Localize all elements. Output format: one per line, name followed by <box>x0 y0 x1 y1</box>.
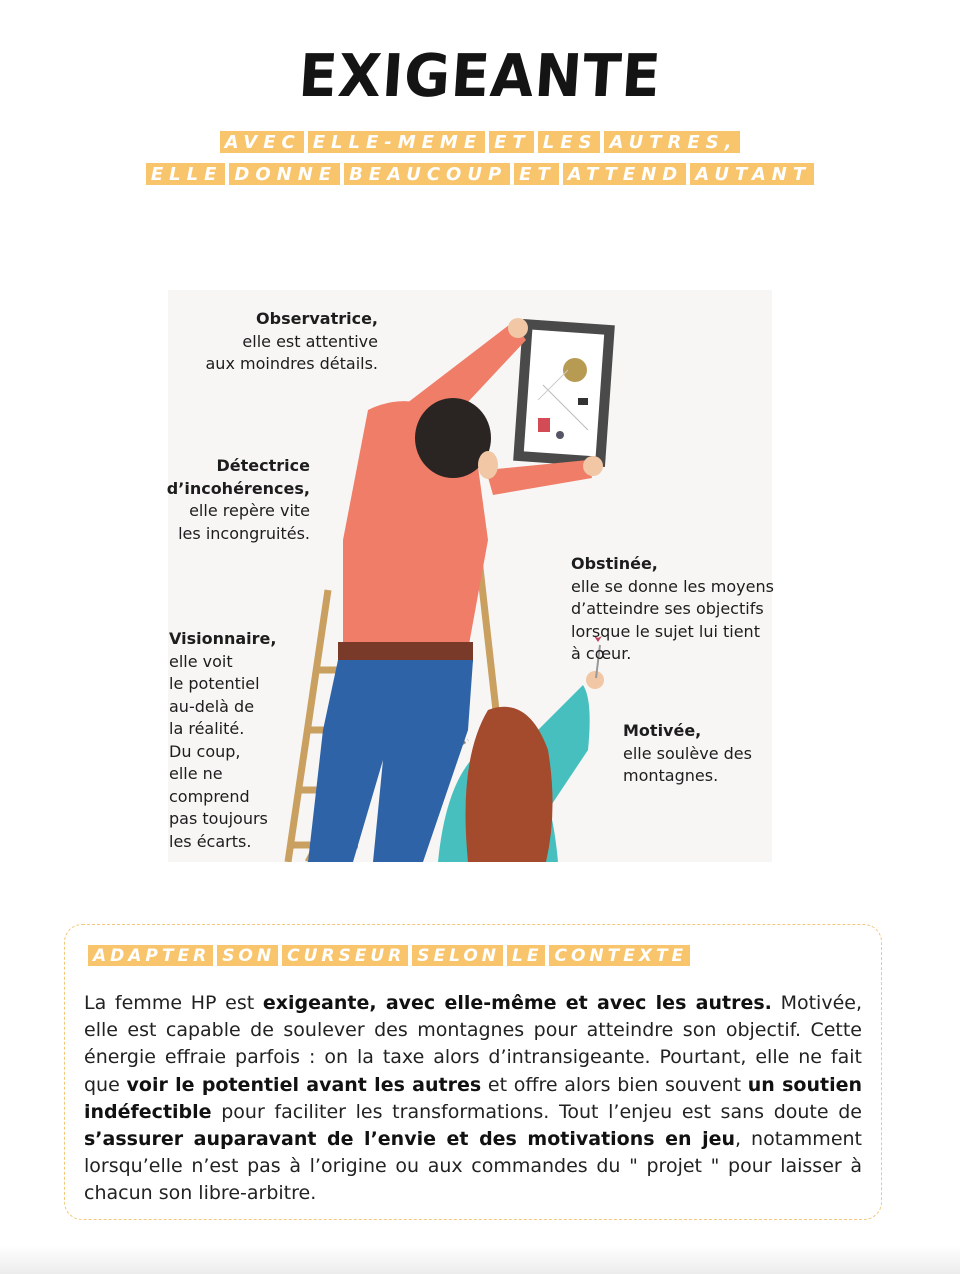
emphasis-text: exigeante, avec elle-même et avec les autres. <box>262 992 772 1014</box>
page-title: EXIGEANTE <box>296 42 664 111</box>
context-box-title <box>86 946 692 966</box>
subtitle-line-1 <box>0 132 960 153</box>
subtitle-word: ET <box>514 163 559 185</box>
label-detectrice: Détectrice d’incohérences, elle repère vite les incongruités. <box>166 456 310 543</box>
subtitle-word: BEAUCOUP <box>344 163 510 185</box>
page-bottom-shade <box>0 1246 960 1274</box>
subtitle-line-2 <box>0 164 960 185</box>
label-obstinee: Obstinée, elle se donne les moyens d’atteindre ses objectifs lorsque le sujet lui tient à cœur. <box>571 554 774 663</box>
box-title-word: ADAPTER <box>88 945 213 966</box>
body-text-segment: Motivée, elle est capable de soulever des montagnes pour atteindre son objectif. Cette énergie effraie parfois : on la taxe alors d’intransigeante. Pourtant, elle ne fait que <box>84 992 862 1096</box>
label-visionnaire: Visionnaire, elle voit le potentiel au-delà de la réalité. Du coup, elle ne comprend pas toujours les écarts. <box>169 629 277 851</box>
subtitle-word: ELLE <box>146 163 226 185</box>
box-title-word: SELON <box>412 945 503 966</box>
label-observatrice: Observatrice, elle est attentive aux moindres détails. <box>205 309 378 373</box>
subtitle-word: ET <box>489 131 534 153</box>
context-box-body <box>84 990 862 1208</box>
body-text-segment: pour faciliter les transformations. Tout l’enjeu est sans doute de <box>211 1100 862 1123</box>
body-text-segment: La femme HP est <box>84 992 263 1014</box>
box-title-word: CURSEUR <box>282 945 408 966</box>
body-text-segment: et offre alors bien souvent <box>481 1073 748 1096</box>
subtitle-word: ATTEND <box>563 163 686 185</box>
box-title-word: CONTEXTE <box>549 945 690 966</box>
box-title-word: SON <box>217 945 278 966</box>
subtitle-word: AUTANT <box>690 163 814 185</box>
picture-frame-icon <box>513 319 615 467</box>
subtitle-word: DONNE <box>229 163 340 185</box>
label-motivee: Motivée, elle soulève des montagnes. <box>623 721 752 785</box>
subtitle-word: AUTRES, <box>604 131 740 153</box>
emphasis-text: voir le potentiel avant les autres <box>126 1073 482 1096</box>
subtitle-word: AVEC <box>220 131 304 153</box>
emphasis-text: un soutien indéfectible <box>84 1073 862 1123</box>
subtitle-word: LES <box>538 131 601 153</box>
box-title-word: LE <box>507 945 545 966</box>
emphasis-text: s’assurer auparavant de l’envie et des motivations en jeu <box>84 1128 736 1151</box>
body-text-segment: , notamment lorsqu’elle n’est pas à l’origine ou aux commandes du " projet " pour laisser à chacun son libre-arbitre. <box>84 1128 862 1205</box>
subtitle-word: ELLE-MEME <box>308 131 485 153</box>
